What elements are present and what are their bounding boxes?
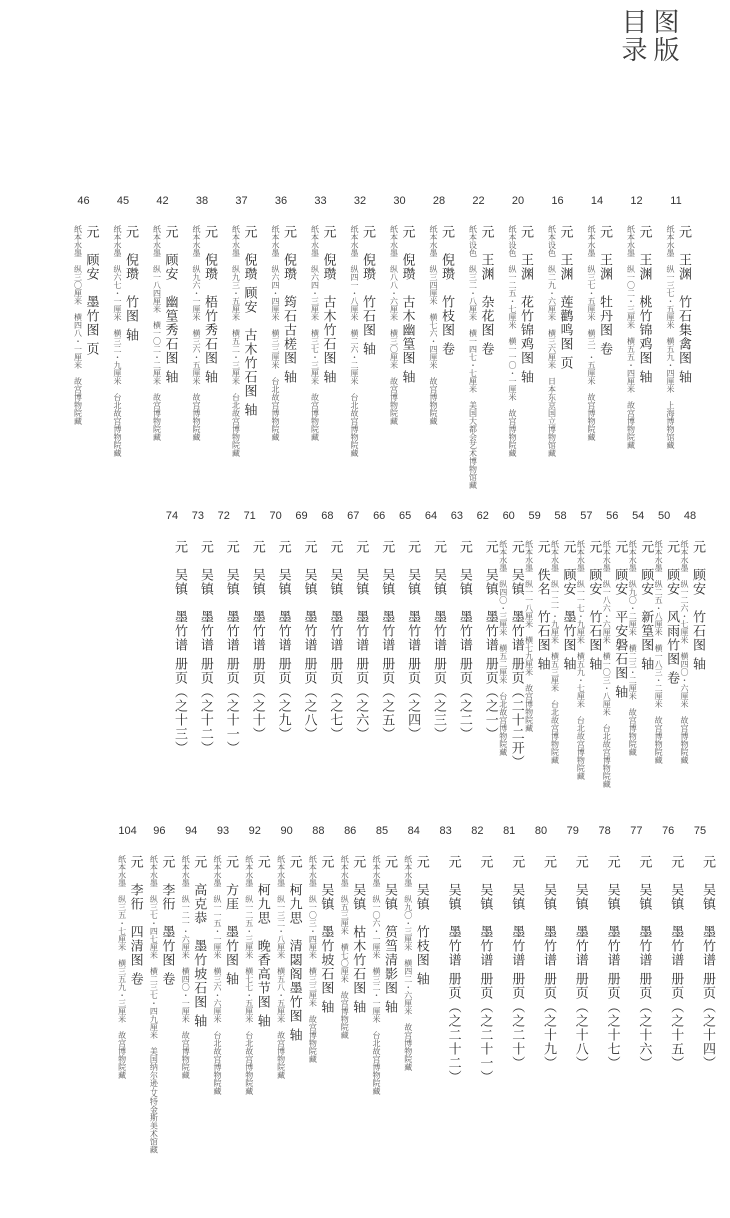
plate-title: 元 柯九思 晚香高节图 轴 <box>254 855 270 1029</box>
plate-page-number: 14 <box>590 195 604 207</box>
plate-title: 元 倪瓒 古木幽篁图 轴 <box>399 225 415 385</box>
plate-details: 纸本水墨 纵一二六・七厘米 横四〇・六厘米 故宫博物院藏 <box>680 540 689 764</box>
plate-title: 元 吴镇 墨竹坡石图 轴 <box>318 855 334 1015</box>
plate-details: 纸本水墨 纵六七・一厘米 横三二・九厘米 台北故宫博物院藏 <box>113 225 122 457</box>
plate-title: 元 王渊 桃竹锦鸡图 轴 <box>636 225 652 385</box>
plate-title: 元 顾安 墨竹图 页 <box>83 225 99 357</box>
plate-title: 元 吴镇 墨竹谱 册页（之十一） <box>223 540 239 756</box>
entry-text-columns <box>626 225 652 449</box>
plate-details: 纸本水墨 纵五三厘米 横七〇厘米 故宫博物院藏 <box>340 855 350 1039</box>
plate-page-number: 82 <box>471 825 484 837</box>
plate-page-number: 33 <box>314 195 327 207</box>
plate-page-number: 104 <box>118 825 137 837</box>
plate-page-number: 32 <box>353 195 367 207</box>
entry-text-columns <box>541 855 556 1070</box>
entry-text-columns <box>379 540 394 741</box>
plate-title: 元 吴镇 墨竹谱 册页（之二十一） <box>477 855 493 1085</box>
entry-text-columns <box>152 225 178 441</box>
entry-text-columns <box>244 855 270 1095</box>
entry-text-columns <box>605 855 620 1070</box>
plate-title: 元 吴镇 枯木竹石图 轴 <box>350 855 366 1015</box>
plate-page-number: 58 <box>554 510 567 522</box>
plate-details: 纸本水墨 纵一八四厘米 横一〇二・二厘米 故宫博物院藏 <box>152 225 162 441</box>
entry-text-columns <box>457 540 472 741</box>
plate-details: 纸本水墨 纵一八六・六厘米 横一〇三・八厘米 台北故宫博物院藏 <box>602 540 612 788</box>
plate-page-number: 90 <box>280 825 293 837</box>
entry-text-columns <box>302 540 317 741</box>
plate-page-number: 81 <box>503 825 516 837</box>
plate-page-number: 11 <box>670 195 682 207</box>
entry-text-columns <box>117 855 143 1079</box>
plate-title: 元 王渊 牡丹图 卷 <box>597 225 612 357</box>
plate-title: 元 吴镇 墨竹谱 册页（之六） <box>353 540 369 742</box>
entry-text-columns <box>665 225 691 449</box>
plate-page-number: 94 <box>185 825 198 837</box>
entry-text-columns <box>73 225 99 425</box>
entry-text-columns <box>349 225 375 457</box>
entry-text-columns <box>573 855 588 1070</box>
plate-page-number: 71 <box>243 510 256 522</box>
entry-text-columns <box>276 855 302 1079</box>
entry-text-columns <box>327 540 342 741</box>
plate-page-number: 93 <box>216 825 230 837</box>
plate-details: 纸本水墨 纵一二一・九厘米 横五三厘米 台北故宫博物院藏 <box>550 540 560 764</box>
plate-title: 元 顾安 风雨竹图 卷 <box>664 540 680 686</box>
entry-text-columns <box>627 540 653 756</box>
plate-page-number: 69 <box>295 510 308 522</box>
plate-page-number: 73 <box>191 510 205 522</box>
catalog-row-2 <box>0 510 730 815</box>
plate-title: 元 吴镇 墨竹谱 册页（之二） <box>456 540 472 742</box>
entry-text-columns <box>431 540 446 741</box>
plate-page-number: 66 <box>373 510 386 522</box>
plate-page-number: 46 <box>77 195 90 207</box>
plate-details: 纸本水墨 纵一一七・九厘米 横五九・七厘米 台北故宫博物院藏 <box>576 540 586 780</box>
plate-title: 元 顾安 新篁图 轴 <box>638 540 654 672</box>
plate-page-number: 86 <box>344 825 357 837</box>
plate-page-number: 83 <box>439 825 452 837</box>
entry-text-columns <box>405 540 420 741</box>
entry-text-columns <box>498 540 524 769</box>
plate-title: 元 顾安 墨竹图 轴 <box>560 540 576 672</box>
plate-page-number: 70 <box>269 510 282 522</box>
entry-text-columns <box>112 225 138 457</box>
plate-page-number: 36 <box>274 195 288 207</box>
plate-title: 元 吴镇 墨竹谱 册页（之五） <box>379 540 395 742</box>
plate-title: 元 吴镇 筼筜清影图 轴 <box>382 855 397 1015</box>
plate-title: 元 王渊 莲鹳鸣图 页 <box>557 225 573 371</box>
plate-page-number: 92 <box>248 825 261 837</box>
entry-text-columns <box>468 225 494 489</box>
plate-page-number: 28 <box>432 195 446 207</box>
plate-details: 纸本水墨 纵四〇・三厘米 横五二厘米 台北故宫博物院藏 <box>498 540 508 756</box>
entry-text-columns <box>389 225 415 425</box>
plate-page-number: 22 <box>472 195 485 207</box>
plate-title: 元 高克恭 墨竹坡石图 轴 <box>191 855 207 1029</box>
plate-details: 纸本水墨 纵一一五・一厘米 横三六・六厘米 台北故宫博物院藏 <box>213 855 222 1095</box>
plate-title: 元 吴镇 竹枝图 轴 <box>413 855 429 987</box>
plate-title: 元 顾安 幽篁秀石图 轴 <box>162 225 178 385</box>
catalog-row-3 <box>0 825 730 1215</box>
plate-title: 元 吴镇 墨竹谱 册页（之八） <box>301 540 317 742</box>
plate-page-number: 76 <box>662 825 675 837</box>
plate-details: 纸本水墨 纵三四厘米 横七六・四厘米 故宫博物院藏 <box>429 225 438 425</box>
plate-title: 元 吴镇 墨竹谱 册页（之七） <box>327 540 343 742</box>
plate-title: 元 倪瓒 竹石图 轴 <box>360 225 375 357</box>
plate-page-number: 30 <box>393 195 406 207</box>
entry-text-columns <box>428 225 454 425</box>
entry-text-columns <box>250 540 265 741</box>
plate-details: 纸本水墨 纵一〇三・四厘米 横三三厘米 故宫博物院藏 <box>308 855 318 1063</box>
plate-page-number: 60 <box>502 510 515 522</box>
entry-text-columns <box>191 225 217 441</box>
plate-title: 元 王渊 竹石集禽图 轴 <box>676 225 691 385</box>
plate-page-number: 57 <box>580 510 593 522</box>
plate-page-number: 56 <box>606 510 619 522</box>
plate-page-number: 65 <box>398 510 412 522</box>
entry-text-columns <box>148 855 174 1154</box>
entry-text-columns <box>353 540 368 741</box>
plate-details: 纸本水墨 纵一〇六・一厘米 横三二・一厘米 台北故宫博物院藏 <box>372 855 381 1095</box>
plate-page-number: 85 <box>375 825 389 837</box>
plate-page-number: 20 <box>511 195 525 207</box>
plate-title: 元 吴镇 墨竹谱 册页（之十七） <box>604 855 620 1071</box>
entry-text-columns <box>601 540 627 788</box>
plate-page-number: 79 <box>566 825 579 837</box>
entry-text-columns <box>483 540 498 741</box>
plate-title: 元 倪瓒 竹枝图 卷 <box>439 225 454 357</box>
plate-details: 纸本水墨 纵八八・六厘米 横三〇厘米 故宫博物院藏 <box>389 225 399 425</box>
plate-page-number: 42 <box>156 195 169 207</box>
plate-details: 纸本水墨 纵九〇・三厘米 横四二・六厘米 故宫博物院藏 <box>403 855 413 1071</box>
plate-page-number: 78 <box>598 825 611 837</box>
plate-title: 元 吴镇 墨竹谱 册页（之二十二） <box>445 855 461 1085</box>
plate-title: 元 柯九思 清閟阁墨竹图 轴 <box>286 855 302 1043</box>
plate-title: 元 吴镇 墨竹谱 册页（之四） <box>405 540 421 742</box>
plate-title: 元 吴镇 墨竹谱 册页（之二十） <box>509 855 525 1071</box>
entry-text-columns <box>198 540 213 755</box>
entry-text-columns <box>524 540 550 732</box>
plate-details: 纸本水墨 纵三七・五厘米 横三一・五厘米 故宫博物院藏 <box>587 225 596 441</box>
plate-title: 元 李衎 墨竹图 卷 <box>159 855 175 987</box>
plate-title: 元 倪瓒 竹图 轴 <box>123 225 138 343</box>
plate-details: 纸本水墨 纵三五・七厘米 横三五九・三厘米 故宫博物院藏 <box>117 855 127 1079</box>
page-title-line1: 图版 <box>649 8 679 64</box>
plate-title: 元 吴镇 墨竹谱 册页（二十二开） <box>508 540 524 770</box>
entry-text-columns <box>212 855 238 1095</box>
plate-title: 元 吴镇 墨竹谱 册页（之十九） <box>541 855 556 1071</box>
entry-text-columns <box>403 855 429 1071</box>
plate-page-number: 12 <box>630 195 643 207</box>
page-title-line2: 目录 <box>617 8 647 64</box>
plate-details: 纸本水墨 纵一二一・六厘米 横四〇・一厘米 故宫博物院藏 <box>181 855 191 1079</box>
entry-text-columns <box>339 855 365 1039</box>
entry-text-columns <box>446 855 461 1084</box>
plate-title: 元 倪瓒 梧竹秀石图 轴 <box>202 225 217 385</box>
entry-text-columns <box>477 855 492 1084</box>
plate-page-number: 75 <box>693 825 707 837</box>
entry-text-columns <box>270 225 296 441</box>
plate-details: 纸本水墨 纵九三・五厘米 横五二・三厘米 台北故宫博物院藏 <box>231 225 241 457</box>
entry-text-columns <box>276 540 291 741</box>
plate-page-number: 72 <box>217 510 230 522</box>
plate-page-number: 50 <box>657 510 671 522</box>
plate-title: 元 顾安 竹石图 轴 <box>586 540 602 672</box>
plate-details: 纸本水墨 纵六四・四厘米 横三三厘米 台北故宫博物院藏 <box>271 225 280 441</box>
plate-page-number: 63 <box>450 510 464 522</box>
plate-page-number: 48 <box>683 510 697 522</box>
plate-title: 元 吴镇 墨竹谱 册页（之十三） <box>172 540 187 756</box>
entry-text-columns <box>550 540 576 764</box>
entry-text-columns <box>586 225 612 441</box>
entry-text-columns <box>509 855 524 1070</box>
entry-text-columns <box>547 225 573 457</box>
plate-title: 元 佚名 竹石图 轴 <box>534 540 550 672</box>
plate-details: 纸本水墨 纵三〇厘米 横四八・一厘米 故宫博物院藏 <box>73 225 83 425</box>
plate-details: 纸本水墨 纵一〇二・三厘米 横五五・四厘米 故宫博物院藏 <box>626 225 636 449</box>
entry-text-columns <box>507 225 533 457</box>
entry-text-columns <box>653 540 679 764</box>
plate-title: 元 吴镇 墨竹谱 册页（之十四） <box>700 855 715 1071</box>
plate-details: 纸本水墨 纵四一・八厘米 横二六・二厘米 台北故宫博物院藏 <box>350 225 359 457</box>
plate-title: 元 倪瓒 顾安 古木竹石图 轴 <box>241 225 257 418</box>
page-title <box>617 8 680 64</box>
plate-title: 元 顾安 平安磐石图 轴 <box>612 540 628 700</box>
entry-text-columns <box>700 855 715 1070</box>
plate-title: 元 顾安 竹石图 轴 <box>690 540 705 672</box>
plate-page-number: 84 <box>407 825 420 837</box>
plate-page-number: 67 <box>347 510 360 522</box>
plate-page-number: 62 <box>476 510 489 522</box>
plate-details: 纸本水墨 纵一一八厘米 横七九厘米 故宫博物院藏 <box>524 540 534 732</box>
plate-title: 元 倪瓒 筠石古槎图 轴 <box>281 225 296 385</box>
plate-title: 元 吴镇 墨竹谱 册页（之十五） <box>668 855 684 1071</box>
plate-title: 元 王渊 杂花图 卷 <box>478 225 494 357</box>
plate-title: 元 倪瓒 古木竹石图 轴 <box>320 225 336 385</box>
plate-title: 元 吴镇 墨竹谱 册页（之十） <box>249 540 265 742</box>
plate-page-number: 88 <box>312 825 325 837</box>
plate-details: 纸本设色 纵三二・八厘米 横一四七・七厘米 美国大都会艺术博物馆藏 <box>468 225 478 489</box>
entry-text-columns <box>180 855 206 1079</box>
entry-text-columns <box>310 225 336 441</box>
plate-page-number: 80 <box>534 825 548 837</box>
plate-page-number: 59 <box>528 510 541 522</box>
plate-title: 元 方厓 墨竹图 轴 <box>223 855 238 987</box>
plate-page-number: 77 <box>630 825 643 837</box>
plate-title: 元 李衎 四清图 卷 <box>127 855 143 987</box>
plate-details: 纸本水墨 纵九六・一厘米 横三六・五厘米 故宫博物院藏 <box>192 225 201 441</box>
catalog-row-1 <box>0 195 730 500</box>
plate-title: 元 吴镇 墨竹谱 册页（之一） <box>482 540 498 742</box>
plate-page-number: 74 <box>165 510 179 522</box>
plate-title: 元 王渊 花竹锦鸡图 轴 <box>518 225 533 385</box>
entry-text-columns <box>231 225 257 457</box>
entry-text-columns <box>575 540 601 780</box>
plate-details: 纸本水墨 纵一二五・三厘米 横七七・五厘米 台北故宫博物院藏 <box>244 855 254 1095</box>
plate-page-number: 37 <box>235 195 248 207</box>
plate-details: 纸本水墨 纵六四・三厘米 横三七・三厘米 故宫博物院藏 <box>310 225 320 441</box>
entry-text-columns <box>668 855 683 1070</box>
plate-details: 纸本水墨 纵三七・四七厘米 横二三七・四九厘米 美国纳尔逊-艾特金斯美术馆藏 <box>149 855 159 1154</box>
plate-details: 纸本设色 纵一二五・七厘米 横一一〇・一厘米 故宫博物院藏 <box>508 225 517 457</box>
plate-title: 元 吴镇 墨竹谱 册页（之三） <box>431 540 446 742</box>
plate-page-number: 38 <box>195 195 209 207</box>
plate-details: 纸本水墨 纵一三七・五厘米 横五九・四厘米 上海博物馆藏 <box>666 225 675 449</box>
entry-text-columns <box>679 540 705 764</box>
entry-text-columns <box>172 540 187 755</box>
plate-title: 元 吴镇 墨竹谱 册页（之十六） <box>636 855 652 1071</box>
plate-details: 纸本水墨 纵九〇・二厘米 横二三・二厘米 故宫博物院藏 <box>628 540 638 756</box>
entry-text-columns <box>636 855 651 1070</box>
plate-page-number: 54 <box>632 510 645 522</box>
plate-title: 元 吴镇 墨竹谱 册页（之十八） <box>572 855 588 1071</box>
entry-text-columns <box>307 855 333 1063</box>
plate-title: 元 吴镇 墨竹谱 册页（之九） <box>275 540 291 742</box>
plate-page-number: 96 <box>153 825 166 837</box>
entry-text-columns <box>371 855 397 1095</box>
entry-text-columns <box>224 540 239 755</box>
plate-page-number: 45 <box>116 195 130 207</box>
plate-page-number: 64 <box>424 510 438 522</box>
plate-details: 纸本水墨 纵二五・八厘米 横一八三・二厘米 故宫博物院藏 <box>654 540 664 764</box>
plate-title: 元 吴镇 墨竹谱 册页（之十二） <box>197 540 213 756</box>
plate-details: 纸本水墨 纵一三二・八厘米 横五八・五厘米 故宫博物院藏 <box>276 855 286 1079</box>
plate-details: 纸本设色 纵二九・六厘米 横三六厘米 日本东京国立博物馆藏 <box>547 225 557 457</box>
plate-page-number: 68 <box>321 510 334 522</box>
plate-page-number: 16 <box>551 195 564 207</box>
